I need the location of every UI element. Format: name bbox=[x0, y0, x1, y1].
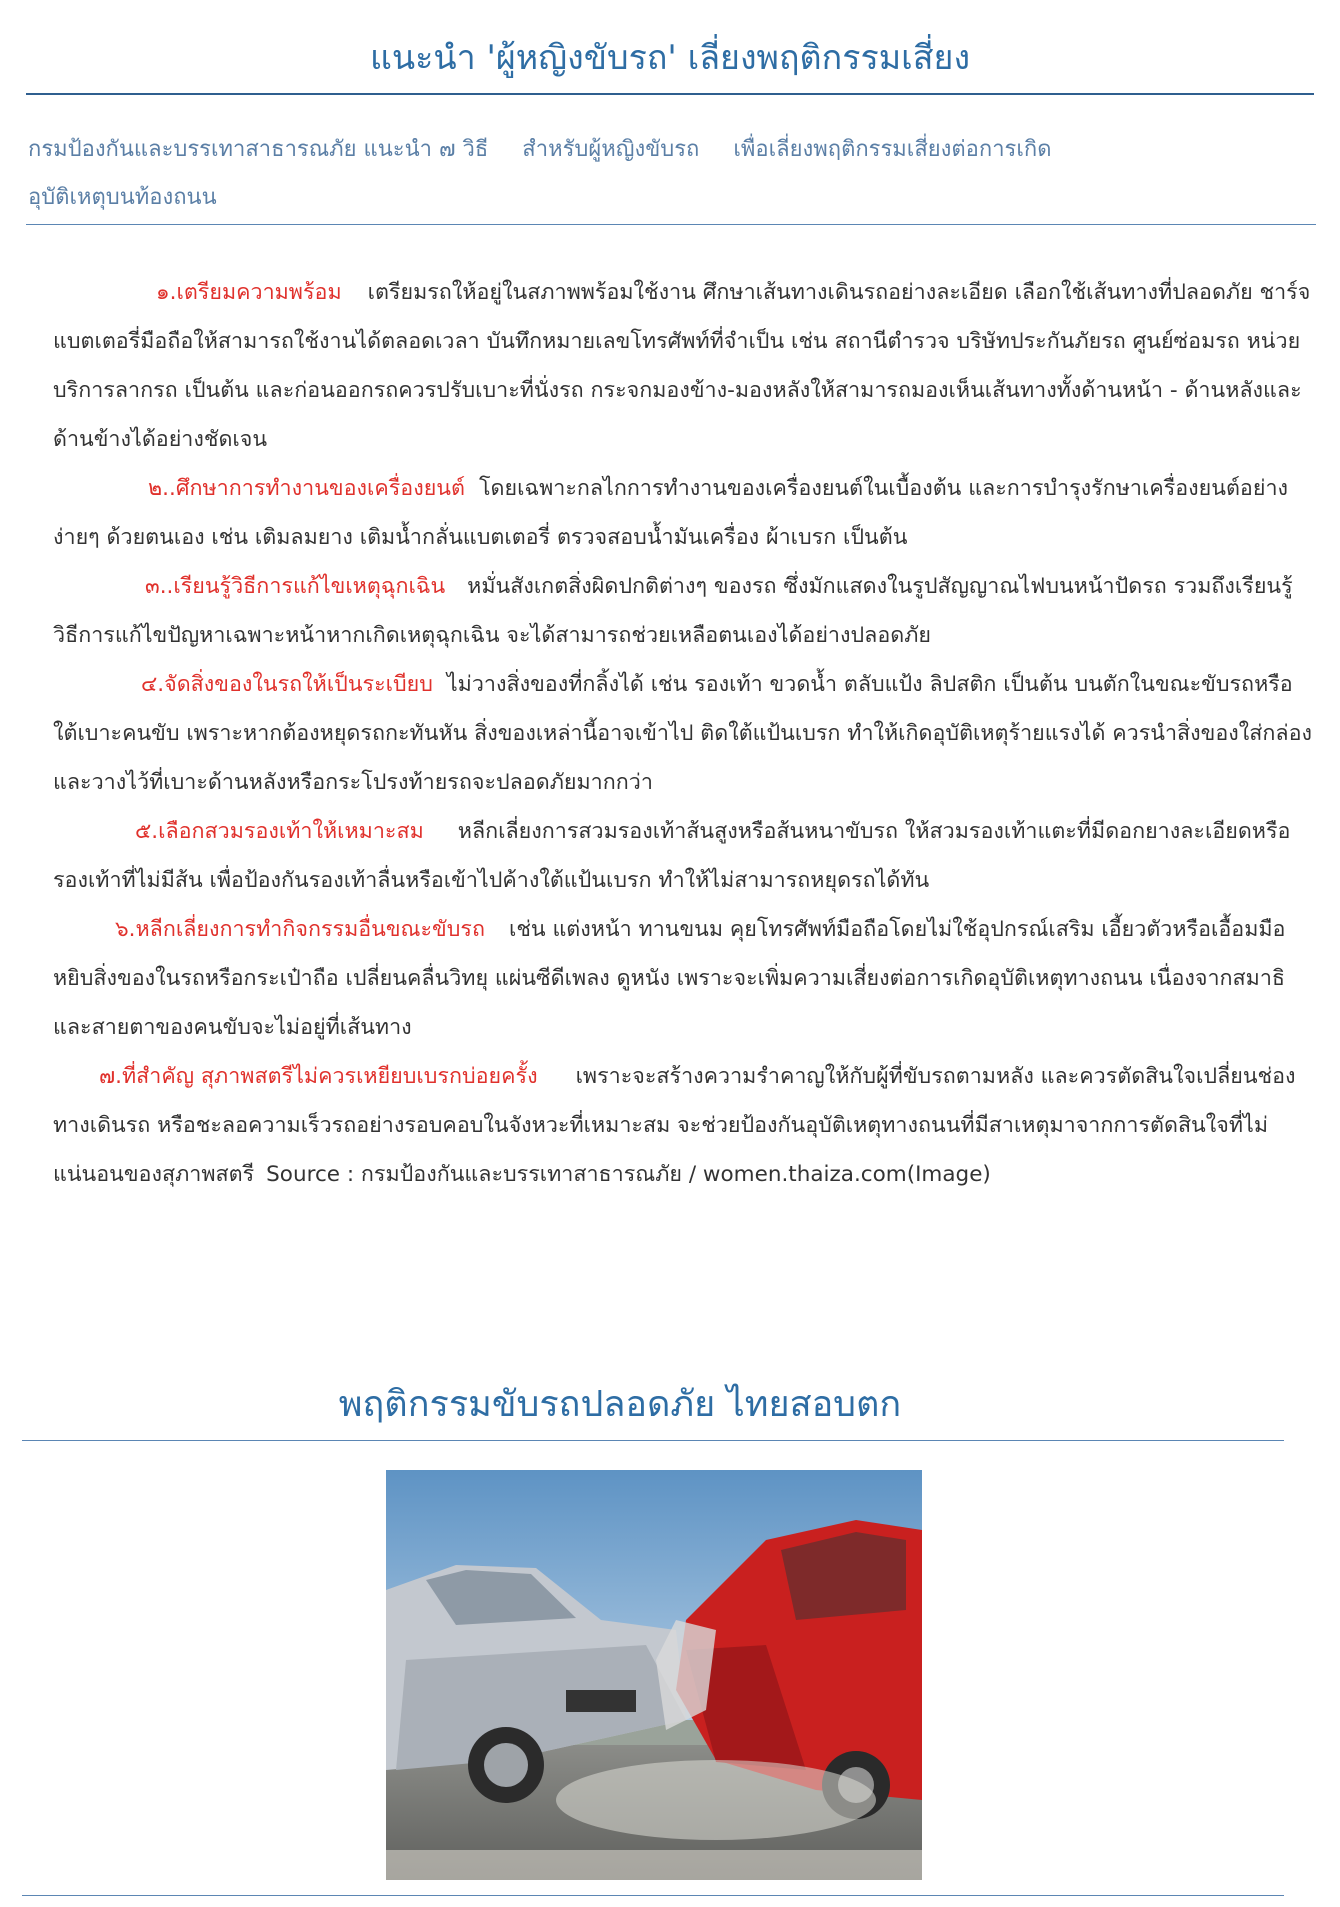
tip-3-heading: ๓..เรียนรู้วิธีการแก้ไขเหตุฉุกเฉิน bbox=[145, 574, 446, 599]
tip-6-text: เช่น แต่งหน้า ทานขนม คุยโทรศัพท์มือถือโดยไม่ใช้อุปกรณ์เสริม เอี้ยวตัวหรือเอื้อมมือหยิบสิ่งของในรถหรือกระเป๋าถือ เปลี่ยนคลื่นวิทยุ แผ่นซีดีเพลง ดูหนัง เพราะจะเพิ่มความเสี่ยงต่อการเกิดอุบัติเหตุทางถนน เนื่องจากสมาธิและสายตาของคนขับจะไม่อยู่ที่เส้นทาง bbox=[53, 917, 1286, 1040]
article-intro bbox=[28, 126, 1108, 222]
tip-6-heading: ๖.หลีกเลี่ยงการทำกิจกรรมอื่นขณะขับรถ bbox=[115, 917, 485, 942]
bottom-divider bbox=[22, 1895, 1284, 1896]
intro-text-1: กรมป้องกันและบรรเทาสาธารณภัย แนะนำ ๗ วิธี bbox=[28, 137, 489, 162]
intro-text-3: เพื่อเลี่ยงพฤติกรรมเสี่ยงต่อการเกิด อุบัติเหตุบนท้องถนน bbox=[28, 137, 1052, 210]
tip-7 bbox=[53, 1052, 1313, 1199]
source-credit: Source : กรมป้องกันและบรรเทาสาธารณภัย / women.thaiza.com(Image) bbox=[266, 1162, 991, 1187]
tip-2-text: โดยเฉพาะกลไกการทำงานของเครื่องยนต์ในเบื้องต้น และการบำรุงรักษาเครื่องยนต์อย่างง่ายๆ ด้วยตนเอง เช่น เติมลมยาง เติมน้ำกลั่นแบตเตอรี่ ตรวจสอบน้ำมันเครื่อง ผ้าเบรก เป็นต้น bbox=[53, 476, 1289, 550]
article-title: แนะนำ 'ผู้หญิงขับรถ' เลี่ยงพฤติกรรมเสี่ยง bbox=[369, 38, 971, 78]
tip-4-heading: ๔.จัดสิ่งของในรถให้เป็นระเบียบ bbox=[141, 672, 433, 697]
section-divider bbox=[22, 1440, 1284, 1441]
tip-4 bbox=[53, 660, 1313, 807]
tip-5 bbox=[53, 807, 1313, 905]
tip-3-text: หมั่นสังเกตสิ่งผิดปกติต่างๆ ของรถ ซึ่งมักแสดงในรูปสัญญาณไฟบนหน้าปัดรถ รวมถึงเรียนรู้วิธีการแก้ไขปัญหาเฉพาะหน้าหากเกิดเหตุฉุกเฉิน จะได้สามารถช่วยเหลือตนเองได้อย่างปลอดภัย bbox=[53, 574, 1293, 648]
tip-3 bbox=[53, 562, 1313, 660]
article-body bbox=[53, 268, 1313, 1199]
title-divider bbox=[26, 93, 1314, 95]
tip-2 bbox=[53, 464, 1313, 562]
tip-5-heading: ๕.เลือกสวมรองเท้าให้เหมาะสม bbox=[135, 819, 424, 844]
tip-4-text: ไม่วางสิ่งของที่กลิ้งได้ เช่น รองเท้า ขวดน้ำ ตลับแป้ง ลิปสติก เป็นต้น บนตักในขณะขับรถหรือใต้เบาะคนขับ เพราะหากต้องหยุดรถกะทันหัน สิ่งของเหล่านี้อาจเข้าไป ติดใต้แป้นเบรก ทำให้เกิดอุบัติเหตุร้ายแรงได้ ควรนำสิ่งของใส่กล่องและวางไว้ที่เบาะด้านหลังหรือกระโปรงท้ายรถจะปลอดภัยมากกว่า bbox=[53, 672, 1312, 795]
tip-1-text: เตรียมรถให้อยู่ในสภาพพร้อมใช้งาน ศึกษาเส้นทางเดินรถอย่างละเอียด เลือกใช้เส้นทางที่ปลอดภัย ชาร์จแบตเตอรี่มือถือให้สามารถใช้งานได้ตลอดเวลา บันทึกหมายเลขโทรศัพท์ที่จำเป็น เช่น สถานีตำรวจ บริษัทประกันภัยรถ ศูนย์ซ่อมรถ หน่วยบริการลากรถ เป็นต้น และก่อนออกรถควรปรับเบาะที่นั่งรถ กระจกมองข้าง-มองหลังให้สามารถมองเห็นเส้นทางทั้งด้านหน้า - ด้านหลังและด้านข้างได้อย่างชัดเจน bbox=[53, 280, 1311, 452]
tip-1 bbox=[53, 268, 1313, 464]
car-crash-photo bbox=[386, 1470, 922, 1880]
section-title: พฤติกรรมขับรถปลอดภัย ไทยสอบตก bbox=[338, 1384, 902, 1425]
tip-7-text: เพราะจะสร้างความรำคาญให้กับผู้ที่ขับรถตามหลัง และควรตัดสินใจเปลี่ยนช่องทางเดินรถ หรือชะลอความเร็วรถอย่างรอบคอบในจังหวะที่เหมาะสม จะช่วยป้องกันอุบัติเหตุทางถนนที่มีสาเหตุมาจากการตัดสินใจที่ไม่แน่นอนของสุภาพสตรี bbox=[53, 1064, 1296, 1187]
tip-5-text: หลีกเลี่ยงการสวมรองเท้าส้นสูงหรือส้นหนาขับรถ ให้สวมรองเท้าแตะที่มีดอกยางละเอียดหรือรองเท้าที่ไม่มีส้น เพื่อป้องกันรองเท้าลื่นหรือเข้าไปค้างใต้แป้นเบรก ทำให้ไม่สามารถหยุดรถได้ทัน bbox=[53, 819, 1291, 893]
tip-7-heading: ๗.ที่สำคัญ สุภาพสตรีไม่ควรเหยียบเบรกบ่อยครั้ง bbox=[99, 1064, 538, 1089]
tip-2-heading: ๒..ศึกษาการทำงานของเครื่องยนต์ bbox=[148, 476, 465, 501]
intro-divider bbox=[26, 224, 1316, 225]
tip-6 bbox=[53, 905, 1313, 1052]
intro-text-2: สำหรับผู้หญิงขับรถ bbox=[522, 137, 700, 162]
tip-1-heading: ๑.เตรียมความพร้อม bbox=[156, 280, 342, 305]
